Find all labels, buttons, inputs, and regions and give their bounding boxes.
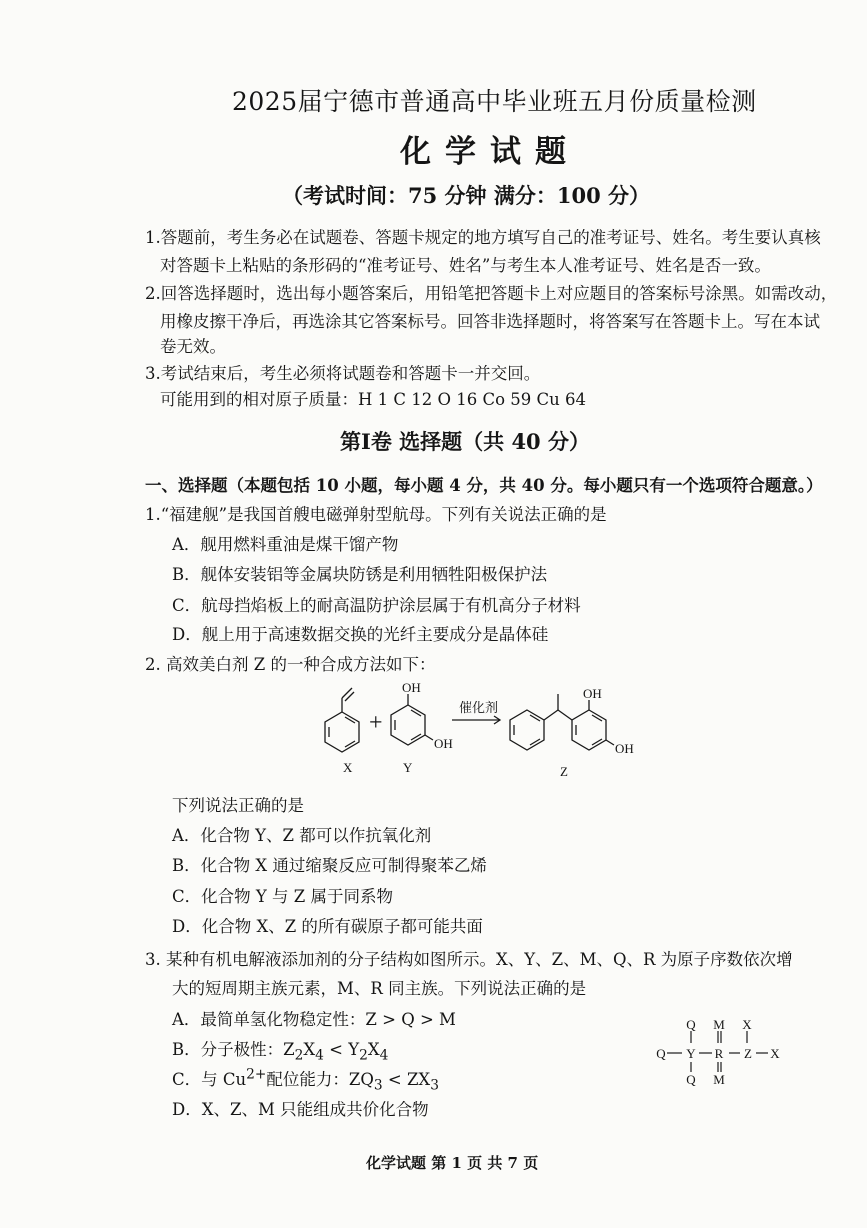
exam-title: 2025届宁德市普通高中毕业班五月份质量检测: [232, 87, 757, 116]
q2-option-b: B．化合物 X 通过缩聚反应可制得聚苯乙烯: [172, 856, 487, 875]
q1-stem: 1.“福建舰”是我国首艘电磁弹射型航母。下列有关说法正确的是: [145, 505, 607, 524]
q1-option-d: D．舰上用于高速数据交换的光纤主要成分是晶体硅: [172, 625, 549, 644]
q2-option-c: C．化合物 Y 与 Z 属于同系物: [172, 887, 393, 906]
page-footer: 化学试题 第 1 页 共 7 页: [366, 1154, 539, 1172]
label-x: X: [343, 760, 353, 775]
subject-title: 化学试题: [400, 134, 580, 170]
q3-option-b: B．分子极性：$Z_2X_4 < Y_2X_4$: [172, 1040, 389, 1064]
struct-m-top: M: [713, 1017, 725, 1032]
catalyst-label: 催化剂: [459, 700, 499, 715]
atomic-mass-line: 可能用到的相对原子质量：H 1 C 12 O 16 Co 59 Cu 64: [160, 390, 587, 409]
y-oh-top: OH: [402, 680, 421, 695]
struct-z: Z: [744, 1046, 752, 1061]
q3-stem-line-1: 3. 某种有机电解液添加剂的分子结构如图所示。X、Y、Z、M、Q、R 为原子序数依次增: [145, 950, 793, 969]
struct-x-right: X: [770, 1046, 780, 1061]
q1-option-b: B．舰体安装铝等金属块防锈是利用牺牲阳极保护法: [172, 565, 548, 584]
q3-option-d: D．X、Z、M 只能组成共价化合物: [172, 1100, 429, 1119]
q2-option-a: A．化合物 Y、Z 都可以作抗氧化剂: [172, 826, 432, 845]
note-line-5: 卷无效。: [160, 337, 226, 356]
q2-stem: 2. 高效美白剂 Z 的一种合成方法如下：: [145, 655, 436, 674]
exam-time-info: （考试时间：75 分钟 满分：100 分）: [282, 183, 650, 208]
q1-option-c: C．航母挡焰板上的耐高温防护涂层属于有机高分子材料: [172, 596, 581, 615]
q1-option-a: A．舰用燃料重油是煤干馏产物: [172, 535, 399, 554]
note-line-1: 1.答题前，考生务必在试题卷、答题卡规定的地方填写自己的准考证号、姓名。考生要认真核: [145, 228, 821, 247]
z-oh-bottom: OH: [615, 741, 634, 756]
struct-m-bottom: M: [713, 1072, 725, 1087]
y-oh-bottom: OH: [434, 736, 453, 751]
note-line-6: 3.考试结束后，考生必须将试题卷和答题卡一并交回。: [145, 364, 541, 383]
struct-q-bottom: Q: [686, 1072, 696, 1087]
section-title: 第Ⅰ卷 选择题（共 40 分）: [340, 429, 590, 454]
section-heading: 一、选择题（本题包括 10 小题，每小题 4 分，共 40 分。每小题只有一个选项符合题意。）: [145, 476, 823, 495]
q2-prompt: 下列说法正确的是: [172, 796, 304, 815]
struct-x-top: X: [742, 1017, 752, 1032]
label-z: Z: [560, 764, 568, 779]
q2-option-d: D．化合物 X、Z 的所有碳原子都可能共面: [172, 917, 483, 936]
z-oh-top: OH: [583, 686, 602, 701]
label-y: Y: [403, 760, 413, 775]
note-line-2: 对答题卡上粘贴的条形码的“准考证号、姓名”与考生本人准考证号、姓名是否一致。: [160, 256, 771, 275]
q3-option-c: C．与 $Cu^{2+}$配位能力：$ZQ_3 < ZX_3$: [172, 1066, 439, 1094]
note-line-3: 2.回答选择题时，选出每小题答案后，用铅笔把答题卡上对应题目的答案标号涂黑。如需改动，: [145, 284, 838, 303]
struct-q-left: Q: [656, 1046, 666, 1061]
q3-option-a: A．最简单氢化物稳定性：Z > Q > M: [172, 1010, 456, 1029]
struct-r: R: [714, 1046, 724, 1061]
note-line-4: 用橡皮擦干净后，再选涂其它答案标号。回答非选择题时，将答案写在答题卡上。写在本试: [160, 312, 820, 331]
struct-y: Y: [686, 1046, 696, 1061]
plus-sign: +: [369, 710, 383, 736]
struct-q-top: Q: [686, 1017, 696, 1032]
q3-stem-line-2: 大的短周期主族元素，M、R 同主族。下列说法正确的是: [172, 979, 587, 998]
